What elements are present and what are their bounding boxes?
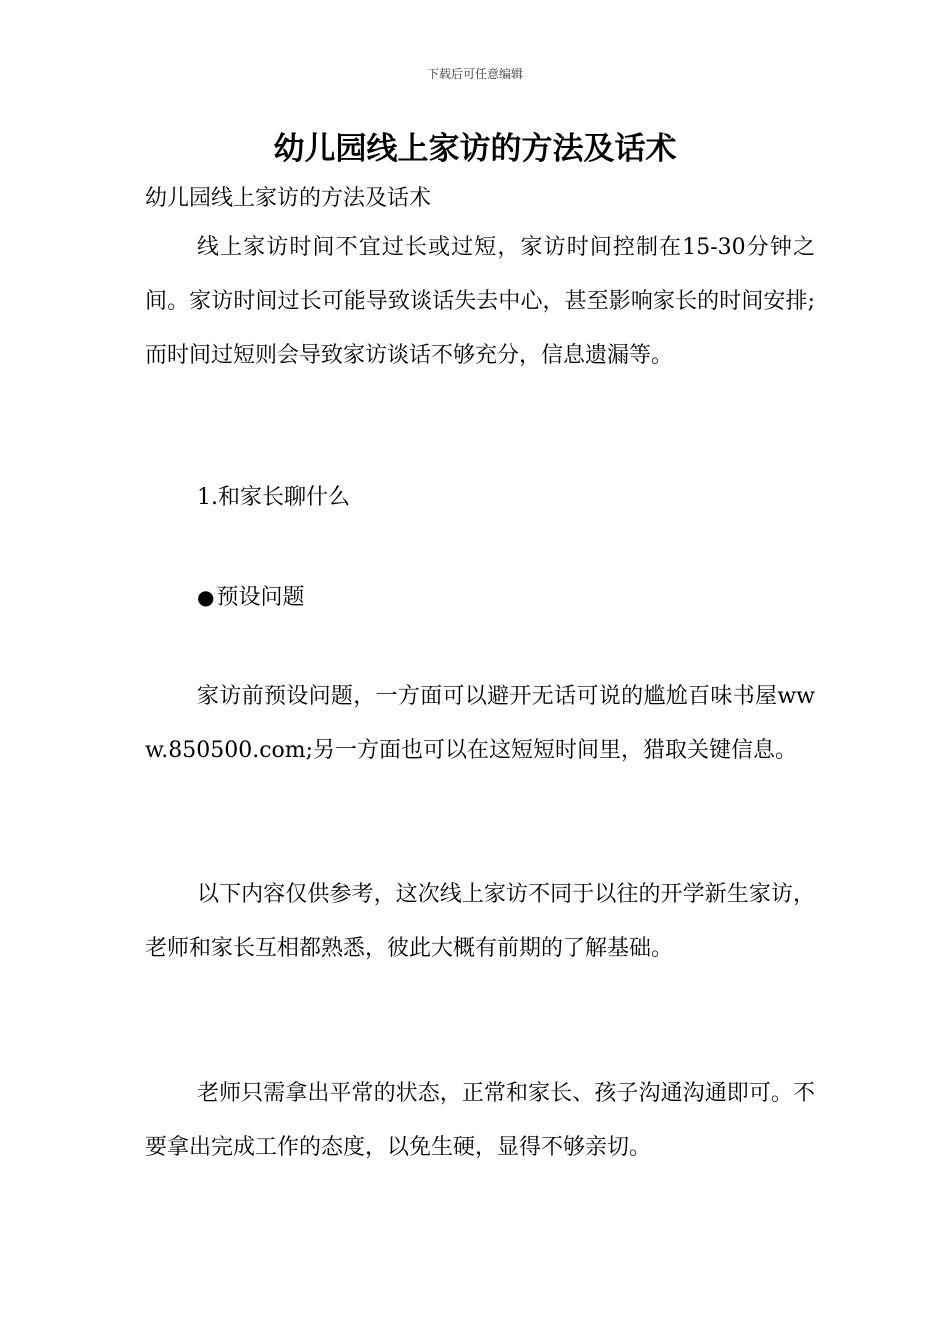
header-note: 下载后可任意编辑 — [426, 67, 523, 81]
paragraph-preset-questions: 家访前预设问题，一方面可以避开无话可说的尴尬百味书屋www.850500.com;另一方面也可以在这短短时间里，猎取关键信息。 — [145, 684, 815, 763]
bullet-heading-text: 预设问题 — [216, 585, 305, 610]
document-title: 幼儿园线上家访的方法及话术 — [273, 131, 677, 167]
paragraph-attitude: 老师只需拿出平常的状态，正常和家长、孩子沟通沟通即可。不要拿出完成工作的态度，以免生硬，显得不够亲切。 — [145, 1081, 815, 1160]
bullet-dot-icon: ● — [197, 585, 215, 609]
bullet-heading — [197, 581, 304, 614]
document-subtitle: 幼儿园线上家访的方法及话术 — [145, 186, 432, 211]
paragraph-duration: 线上家访时间不宜过长或过短，家访时间控制在15-30分钟之间。家访时间过长可能导致谈话失去中心，甚至影响家长的时间安排;而时间过短则会导致家访谈话不够充分，信息遗漏等。 — [145, 235, 815, 368]
section-heading: 1.和家长聊什么 — [197, 485, 350, 510]
paragraph-reference: 以下内容仅供参考，这次线上家访不同于以往的开学新生家访，老师和家长互相都熟悉，彼此大概有前期的了解基础。 — [145, 882, 815, 961]
